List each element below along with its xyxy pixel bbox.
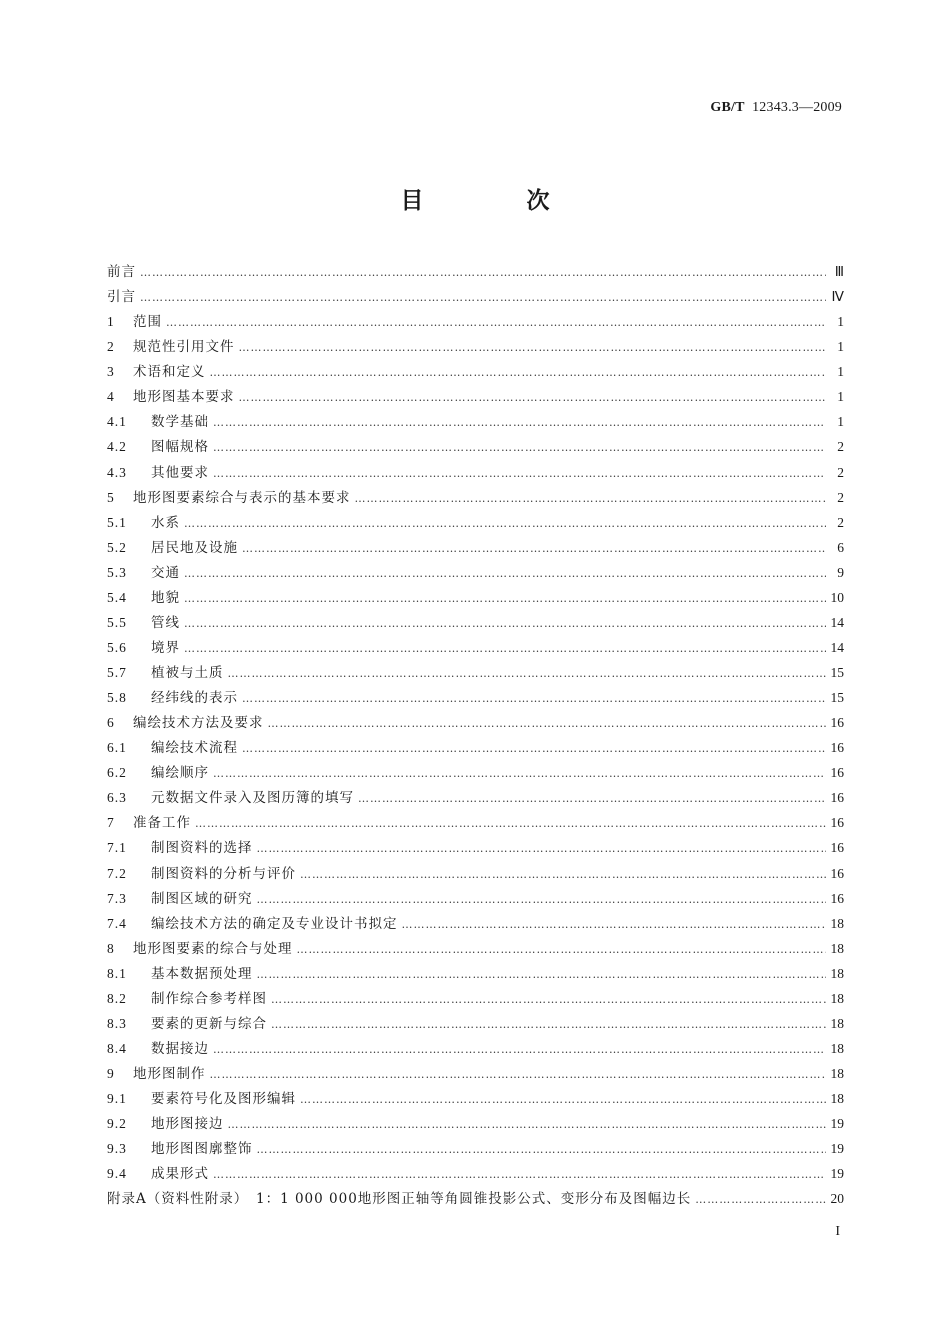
toc-leader-dots bbox=[257, 968, 827, 981]
toc-entry[interactable] bbox=[107, 536, 844, 561]
toc-entry[interactable] bbox=[107, 285, 844, 310]
toc-entry[interactable] bbox=[107, 335, 844, 360]
toc-entry-label: 成果形式 bbox=[151, 1166, 209, 1183]
toc-entry[interactable] bbox=[107, 260, 844, 285]
toc-entry[interactable] bbox=[107, 786, 844, 811]
toc-leader-dots bbox=[257, 1143, 827, 1156]
toc-entry-number: 4.3 bbox=[107, 464, 127, 480]
toc-leader-dots bbox=[242, 742, 826, 755]
toc-entry[interactable] bbox=[107, 611, 844, 636]
toc-entry-label: 数据接边 bbox=[151, 1040, 209, 1057]
toc-entry-label: 范围 bbox=[133, 314, 162, 331]
toc-entry-label: 要素符号化及图形编辑 bbox=[151, 1091, 296, 1108]
toc-entry-number: 5.3 bbox=[107, 564, 127, 580]
toc-leader-dots bbox=[213, 467, 826, 480]
toc-entry[interactable] bbox=[107, 461, 844, 486]
toc-entry[interactable] bbox=[107, 586, 844, 611]
toc-entry-number: 9.3 bbox=[107, 1141, 127, 1157]
toc-entry-label: 交通 bbox=[151, 564, 180, 581]
toc-entry-page: 2 bbox=[837, 514, 844, 530]
toc-entry-page: Ⅲ bbox=[834, 264, 844, 279]
toc-entry[interactable] bbox=[107, 636, 844, 661]
toc-entry-label: 地形图图廓整饰 bbox=[151, 1141, 253, 1158]
toc-entry-label: 水系 bbox=[151, 514, 180, 531]
toc-leader-dots bbox=[184, 567, 826, 580]
toc-entry[interactable] bbox=[107, 761, 844, 786]
toc-entry-number: 6.2 bbox=[107, 765, 127, 781]
toc-entry-number: 2 bbox=[107, 339, 115, 355]
toc-leader-dots bbox=[184, 592, 826, 605]
toc-entry[interactable] bbox=[107, 862, 844, 887]
page-number: I bbox=[835, 1224, 840, 1239]
toc-entry-page: 15 bbox=[830, 665, 844, 680]
toc-entry[interactable] bbox=[107, 1037, 844, 1062]
toc-entry[interactable] bbox=[107, 1137, 844, 1162]
toc-leader-dots bbox=[402, 918, 827, 931]
toc-entry-number: 8 bbox=[107, 940, 115, 956]
toc-entry-page: 9 bbox=[837, 564, 844, 580]
toc-entry-page: 19 bbox=[830, 1166, 844, 1182]
table-of-contents bbox=[107, 260, 844, 1212]
toc-entry-label: 地形图制作 bbox=[133, 1066, 206, 1082]
toc-entry-label: 地形图要素综合与表示的基本要求 bbox=[133, 489, 351, 506]
toc-entry-number: 4 bbox=[107, 389, 115, 405]
toc-entry-page: 16 bbox=[830, 715, 844, 731]
toc-entry[interactable] bbox=[107, 811, 844, 836]
toc-leader-dots bbox=[213, 441, 826, 454]
toc-entry[interactable] bbox=[107, 962, 844, 987]
toc-entry-number: 9 bbox=[107, 1066, 115, 1081]
toc-entry[interactable] bbox=[107, 1012, 844, 1037]
toc-leader-dots bbox=[358, 792, 826, 805]
toc-leader-dots bbox=[242, 542, 826, 555]
toc-entry-number: 8.1 bbox=[107, 965, 127, 981]
toc-entry-page: 16 bbox=[830, 765, 844, 781]
toc-entry-number: 4.2 bbox=[107, 439, 127, 455]
toc-entry[interactable] bbox=[107, 1062, 844, 1087]
toc-entry-page: 16 bbox=[830, 790, 844, 806]
toc-entry-label: 制图区域的研究 bbox=[151, 890, 253, 907]
toc-entry[interactable] bbox=[107, 435, 844, 460]
toc-entry-page: 18 bbox=[830, 965, 844, 981]
toc-leader-dots bbox=[242, 692, 826, 705]
toc-entry-page: 18 bbox=[830, 1040, 844, 1056]
toc-entry[interactable] bbox=[107, 1087, 844, 1112]
toc-entry[interactable] bbox=[107, 1187, 844, 1212]
toc-entry-number: 9.1 bbox=[107, 1091, 127, 1107]
toc-leader-dots bbox=[140, 291, 826, 304]
toc-entry-page: 16 bbox=[830, 890, 844, 906]
toc-entry-number: 7.4 bbox=[107, 915, 127, 931]
toc-entry-number: 8.4 bbox=[107, 1040, 127, 1056]
toc-entry[interactable] bbox=[107, 486, 844, 511]
toc-leader-dots bbox=[355, 492, 827, 505]
toc-leader-dots bbox=[257, 842, 827, 855]
toc-entry[interactable] bbox=[107, 987, 844, 1012]
toc-entry-label: 术语和定义 bbox=[133, 364, 206, 381]
toc-entry[interactable] bbox=[107, 937, 844, 962]
toc-entry-page: 2 bbox=[837, 489, 844, 505]
toc-entry[interactable] bbox=[107, 561, 844, 586]
toc-entry-label: 管线 bbox=[151, 614, 180, 631]
toc-entry-label: 植被与土质 bbox=[151, 665, 224, 681]
toc-leader-dots bbox=[213, 767, 826, 780]
page-title: 目 次 bbox=[400, 188, 590, 214]
toc-entry-page: 16 bbox=[830, 840, 844, 856]
toc-leader-dots bbox=[210, 1068, 827, 1081]
toc-entry[interactable] bbox=[107, 661, 844, 686]
toc-entry-label: 制图资料的选择 bbox=[151, 840, 253, 857]
standard-code bbox=[710, 100, 842, 116]
toc-leader-dots bbox=[166, 316, 826, 329]
toc-entry-number: 7.1 bbox=[107, 840, 127, 856]
toc-entry-label: 编绘技术方法及要求 bbox=[133, 715, 264, 732]
toc-entry[interactable] bbox=[107, 410, 844, 435]
standard-number: 12343.3—2009 bbox=[752, 100, 842, 115]
toc-entry-page: 15 bbox=[830, 690, 844, 706]
toc-leader-dots bbox=[271, 993, 826, 1006]
toc-entry-number: 4.1 bbox=[107, 414, 127, 430]
toc-entry-page: 16 bbox=[830, 865, 844, 881]
toc-entry-label: 地貌 bbox=[151, 589, 180, 606]
toc-entry-page: 18 bbox=[830, 940, 844, 956]
toc-entry-number: 5 bbox=[107, 489, 115, 505]
toc-entry-label: 经纬线的表示 bbox=[151, 690, 238, 707]
toc-entry-page: 1 bbox=[837, 414, 844, 430]
toc-leader-dots bbox=[213, 1168, 826, 1181]
toc-leader-dots bbox=[297, 943, 827, 956]
toc-entry-number: 7.3 bbox=[107, 890, 127, 906]
toc-entry-label: 附录A（资料性附录） 1：1 000 000地形图正轴等角圆锥投影公式、变形分布及图幅边长 bbox=[107, 1191, 692, 1208]
toc-entry-label: 地形图基本要求 bbox=[133, 389, 235, 406]
toc-entry-page: 2 bbox=[837, 439, 844, 455]
toc-entry-label: 引言 bbox=[107, 289, 136, 306]
toc-entry-label: 编绘顺序 bbox=[151, 765, 209, 782]
toc-entry-number: 5.8 bbox=[107, 690, 127, 706]
toc-entry-label: 准备工作 bbox=[133, 815, 191, 832]
toc-entry-number: 5.7 bbox=[107, 665, 127, 680]
toc-entry-label: 元数据文件录入及图历簿的填写 bbox=[151, 790, 354, 807]
toc-entry-page: 16 bbox=[830, 815, 844, 831]
toc-entry-page: 6 bbox=[837, 539, 844, 555]
toc-leader-dots bbox=[213, 1043, 826, 1056]
toc-entry-page: 19 bbox=[830, 1141, 844, 1157]
toc-entry-page: 18 bbox=[830, 990, 844, 1006]
toc-entry-label: 图幅规格 bbox=[151, 439, 209, 456]
toc-entry-label: 编绘技术流程 bbox=[151, 740, 238, 757]
toc-leader-dots bbox=[268, 717, 827, 730]
toc-entry[interactable] bbox=[107, 686, 844, 711]
toc-leader-dots bbox=[239, 391, 827, 404]
toc-leader-dots bbox=[210, 366, 827, 379]
toc-leader-dots bbox=[228, 667, 827, 680]
toc-entry-page: 10 bbox=[830, 589, 844, 605]
toc-entry-label: 境界 bbox=[151, 639, 180, 656]
toc-entry[interactable] bbox=[107, 711, 844, 736]
toc-entry-page: 14 bbox=[830, 639, 844, 655]
toc-entry-number: 7.2 bbox=[107, 865, 127, 881]
toc-entry[interactable] bbox=[107, 1112, 844, 1137]
toc-leader-dots bbox=[140, 266, 826, 279]
toc-leader-dots bbox=[271, 1018, 826, 1031]
toc-entry-page: Ⅳ bbox=[831, 289, 844, 305]
standard-prefix: GB/T bbox=[710, 100, 745, 115]
toc-entry-number: 5.1 bbox=[107, 514, 127, 530]
toc-entry-page: 1 bbox=[837, 314, 844, 330]
toc-leader-dots bbox=[228, 1118, 827, 1131]
toc-entry-label: 其他要求 bbox=[151, 464, 209, 481]
toc-entry-label: 编绘技术方法的确定及专业设计书拟定 bbox=[151, 915, 398, 932]
toc-leader-dots bbox=[184, 642, 826, 655]
toc-entry-number: 5.6 bbox=[107, 639, 127, 655]
toc-entry-page: 1 bbox=[837, 339, 844, 355]
toc-entry[interactable] bbox=[107, 360, 844, 385]
toc-leader-dots bbox=[184, 517, 826, 530]
toc-entry-page: 1 bbox=[837, 389, 844, 405]
toc-entry-label: 基本数据预处理 bbox=[151, 965, 253, 982]
toc-entry-number: 8.2 bbox=[107, 990, 127, 1006]
toc-entry[interactable] bbox=[107, 310, 844, 335]
toc-entry[interactable] bbox=[107, 385, 844, 410]
toc-entry-number: 5.4 bbox=[107, 589, 127, 605]
toc-entry-number: 9.2 bbox=[107, 1116, 127, 1132]
toc-entry-label: 前言 bbox=[107, 264, 136, 280]
toc-entry-page: 2 bbox=[837, 464, 844, 480]
toc-entry-number: 6 bbox=[107, 715, 115, 731]
toc-entry-number: 8.3 bbox=[107, 1015, 127, 1031]
toc-leader-dots bbox=[257, 893, 827, 906]
toc-entry-label: 制作综合参考样图 bbox=[151, 990, 267, 1007]
toc-entry-number: 5.2 bbox=[107, 539, 127, 555]
toc-entry[interactable] bbox=[107, 1162, 844, 1187]
toc-entry-page: 18 bbox=[830, 1066, 844, 1081]
toc-entry[interactable] bbox=[107, 736, 844, 761]
toc-leader-dots bbox=[195, 817, 826, 830]
toc-entry-label: 数学基础 bbox=[151, 414, 209, 431]
toc-leader-dots bbox=[213, 416, 826, 429]
toc-entry[interactable] bbox=[107, 836, 844, 861]
toc-entry-label: 制图资料的分析与评价 bbox=[151, 865, 296, 882]
toc-entry[interactable] bbox=[107, 511, 844, 536]
toc-entry-label: 居民地及设施 bbox=[151, 539, 238, 556]
toc-entry-page: 20 bbox=[830, 1191, 844, 1207]
toc-entry-number: 6.1 bbox=[107, 740, 127, 756]
toc-entry-page: 19 bbox=[830, 1116, 844, 1132]
toc-entry-label: 规范性引用文件 bbox=[133, 339, 235, 356]
toc-entry-label: 地形图接边 bbox=[151, 1116, 224, 1133]
toc-entry-page: 18 bbox=[830, 1091, 844, 1107]
toc-entry-page: 16 bbox=[830, 740, 844, 756]
toc-leader-dots bbox=[300, 868, 826, 881]
toc-entry-label: 要素的更新与综合 bbox=[151, 1015, 267, 1032]
toc-entry-number: 3 bbox=[107, 364, 115, 380]
toc-entry-page: 18 bbox=[830, 915, 844, 931]
toc-entry-page: 1 bbox=[837, 364, 844, 380]
toc-leader-dots bbox=[184, 617, 826, 630]
toc-entry[interactable] bbox=[107, 912, 844, 937]
toc-leader-dots bbox=[695, 1193, 826, 1206]
toc-leader-dots bbox=[239, 341, 827, 354]
toc-entry-number: 1 bbox=[107, 314, 115, 330]
toc-leader-dots bbox=[300, 1093, 826, 1106]
toc-entry-number: 5.5 bbox=[107, 614, 127, 630]
toc-entry-number: 7 bbox=[107, 815, 115, 831]
toc-entry-label: 地形图要素的综合与处理 bbox=[133, 940, 293, 957]
toc-entry[interactable] bbox=[107, 887, 844, 912]
toc-entry-number: 6.3 bbox=[107, 790, 127, 806]
toc-entry-number: 9.4 bbox=[107, 1166, 127, 1182]
toc-entry-page: 14 bbox=[830, 614, 844, 630]
toc-entry-page: 18 bbox=[830, 1015, 844, 1031]
